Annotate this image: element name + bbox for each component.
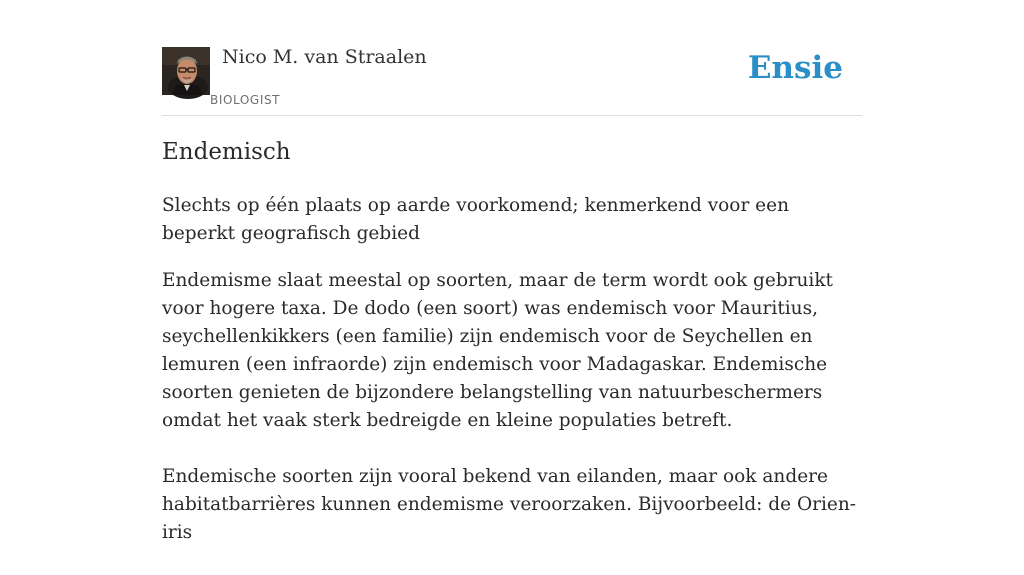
brand-logo-link[interactable]: Ensie — [747, 50, 843, 86]
entry-definition: Slechts op één plaats op aarde voorkomend; kenmerkend voor een beperkt geografisch gebied — [162, 195, 789, 244]
entry-page — [162, 0, 862, 543]
author-photo-icon — [162, 47, 210, 95]
entry-term: Endemisch — [162, 139, 291, 165]
author-role: BIOLOGIST — [210, 93, 281, 107]
entry-body — [162, 267, 862, 575]
author-name[interactable]: Nico M. van Straalen — [222, 46, 427, 68]
author-avatar[interactable] — [162, 47, 210, 95]
entry-paragraph: Endemische soorten zijn vooral bekend van eilanden, maar ook andere habitatbarrières kunnen endemisme veroorzaken. Bijvoorbeeld: de Orien-iris — [162, 466, 856, 543]
header-divider — [162, 115, 862, 116]
entry-paragraph: Endemisme slaat meestal op soorten, maar de term wordt ook gebruikt voor hogere taxa. De dodo (een soort) was endemisch voor Mauritius, seychellenkikkers (een familie) zijn endemisch voor de Seychellen en lemuren (een infraorde) zijn endemisch voor Madagaskar. Endemische soorten genieten de bijzondere belangstelling van natuurbeschermers omdat het vaak sterk bedreigde en kleine populaties betreft. — [162, 270, 833, 431]
